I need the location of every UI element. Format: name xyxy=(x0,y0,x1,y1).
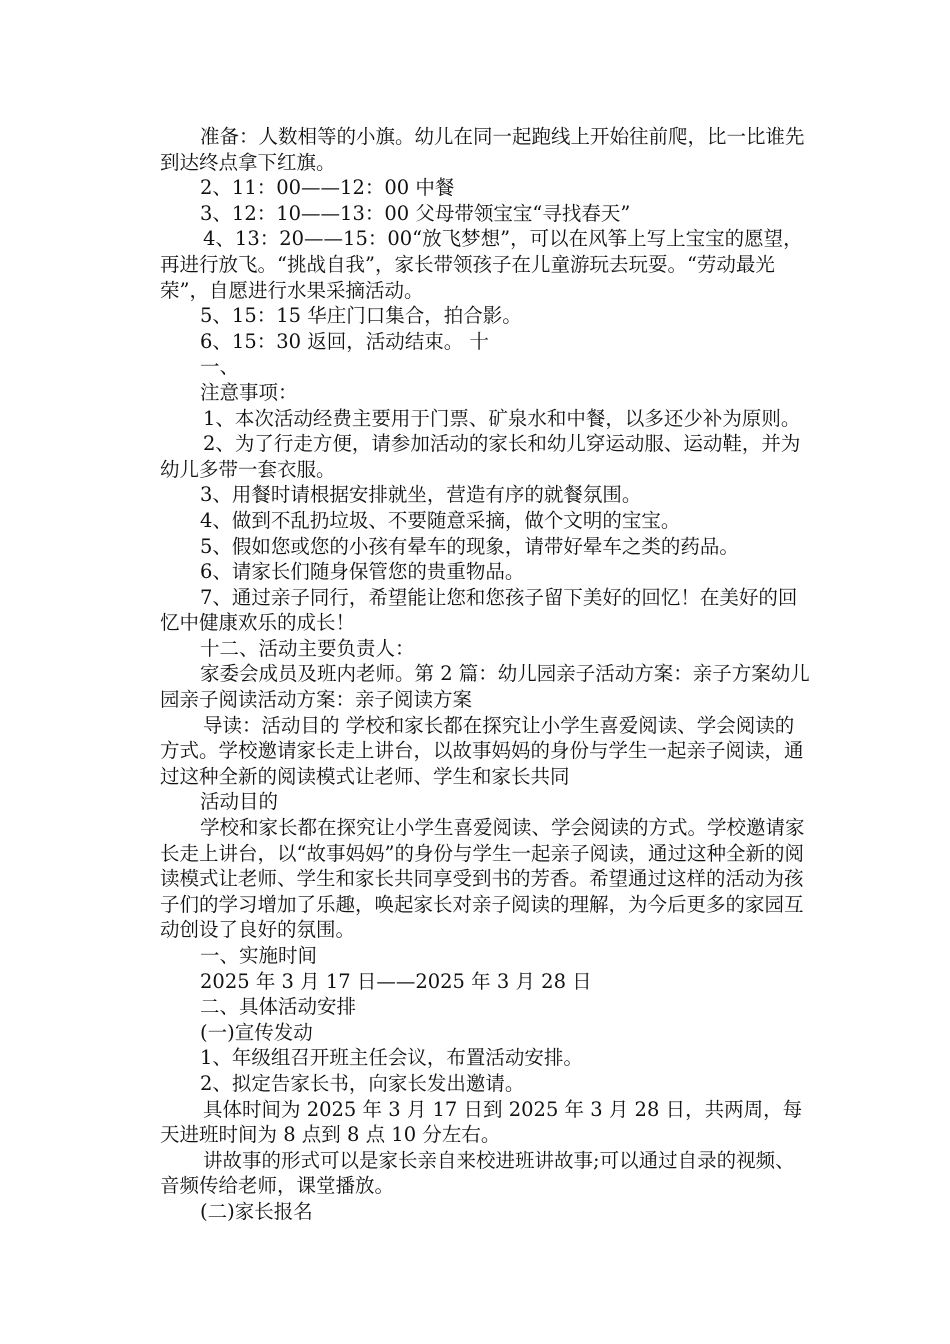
note-item-6: 6、请家长们随身保管您的贵重物品。 xyxy=(200,560,525,584)
schedule-item-3: 3、12：10——13：00 父母带领宝宝“寻找春天” xyxy=(200,201,631,225)
responsible-heading: 十二、活动主要负责人： xyxy=(200,636,415,660)
specific-time-paragraph: 具体时间为 2025 年 3 月 17 日到 2025 年 3 月 28 日，共两周，每天进班时间为 8 点到 8 点 10 分左右。 xyxy=(160,1097,803,1147)
subsection-registration: (二)家长报名 xyxy=(200,1199,313,1223)
date-range: 2025 年 3 月 17 日——2025 年 3 月 28 日 xyxy=(200,969,592,993)
note-item-2: 2、为了行走方便，请参加活动的家长和幼儿穿运动服、运动鞋，并为幼儿多带一套衣服。 xyxy=(160,432,801,481)
intro-paragraph: 导读：活动目的 学校和家长都在探究让小学生喜爱阅读、学会阅读的方式。学校邀请家长走上讲台，以故事妈妈的身份与学生一起亲子阅读，通过这种全新的阅读模式让老师、学生和家长共同 xyxy=(160,713,804,788)
schedule-item-5: 5、15：15 华庄门口集合，拍合影。 xyxy=(200,304,522,328)
story-format-paragraph: 讲故事的形式可以是家长亲自来校进班讲故事;可以通过自录的视频、音频传给老师，课堂播放。 xyxy=(160,1148,795,1198)
section-heading-time: 一、实施时间 xyxy=(200,944,318,967)
subsection-publicity: (一)宣传发动 xyxy=(200,1020,313,1044)
note-item-1: 1、本次活动经费主要用于门票、矿泉水和中餐，以多还少补为原则。 xyxy=(203,406,801,430)
section-heading-arrangement: 二、具体活动安排 xyxy=(200,995,357,1019)
notes-heading: 注意事项： xyxy=(200,380,298,404)
note-item-4: 4、做到不乱扔垃圾、不要随意采摘，做个文明的宝宝。 xyxy=(200,508,681,532)
schedule-item-4: 4、13：20——15：00“放飞梦想”，可以在风筝上写上宝宝的愿望，再进行放飞。“挑战自我”，家长带领孩子在儿童游玩去玩耍。“劳动最光荣”，自愿进行水果采摘活动。 xyxy=(160,227,803,302)
arrangement-item-2: 2、拟定告家长书，向家长发出邀请。 xyxy=(200,1071,525,1095)
responsible-text: 家委会成员及班内老师。第 2 篇：幼儿园亲子活动方案：亲子方案幼儿园亲子阅读活动方案：亲子阅读方案 xyxy=(160,662,810,712)
note-item-3: 3、用餐时请根据安排就坐，营造有序的就餐氛围。 xyxy=(200,483,642,507)
note-item-7: 7、通过亲子同行，希望能让您和您孩子留下美好的回忆！在美好的回忆中健康欢乐的成长！ xyxy=(160,585,798,635)
paragraph-preparation: 准备：人数相等的小旗。幼儿在同一起跑线上开始往前爬，比一比谁先到达终点拿下红旗。 xyxy=(160,125,805,174)
schedule-item-6: 6、15：30 返回，活动结束。 十 xyxy=(200,329,489,353)
document-body xyxy=(160,124,810,1225)
purpose-heading: 活动目的 xyxy=(200,790,279,814)
purpose-paragraph: 学校和家长都在探究让小学生喜爱阅读、学会阅读的方式。学校邀请家长走上讲台，以“故事妈妈”的身份与学生一起亲子阅读，通过这种全新的阅读模式让老师、学生和家长共同享受到书的芳香。希望通过这样的活动为孩子们的学习增加了乐趣，唤起家长对亲子阅读的理解，为今后更多的家园互动创设了良好的氛围。 xyxy=(160,816,805,942)
arrangement-item-1: 1、年级组召开班主任会议，布置活动安排。 xyxy=(200,1046,583,1070)
note-item-5: 5、假如您或您的小孩有晕车的现象，请带好晕车之类的药品。 xyxy=(200,534,739,558)
section-number-eleven: 一、 xyxy=(200,355,240,379)
schedule-item-2: 2、11：00——12：00 中餐 xyxy=(200,176,455,200)
